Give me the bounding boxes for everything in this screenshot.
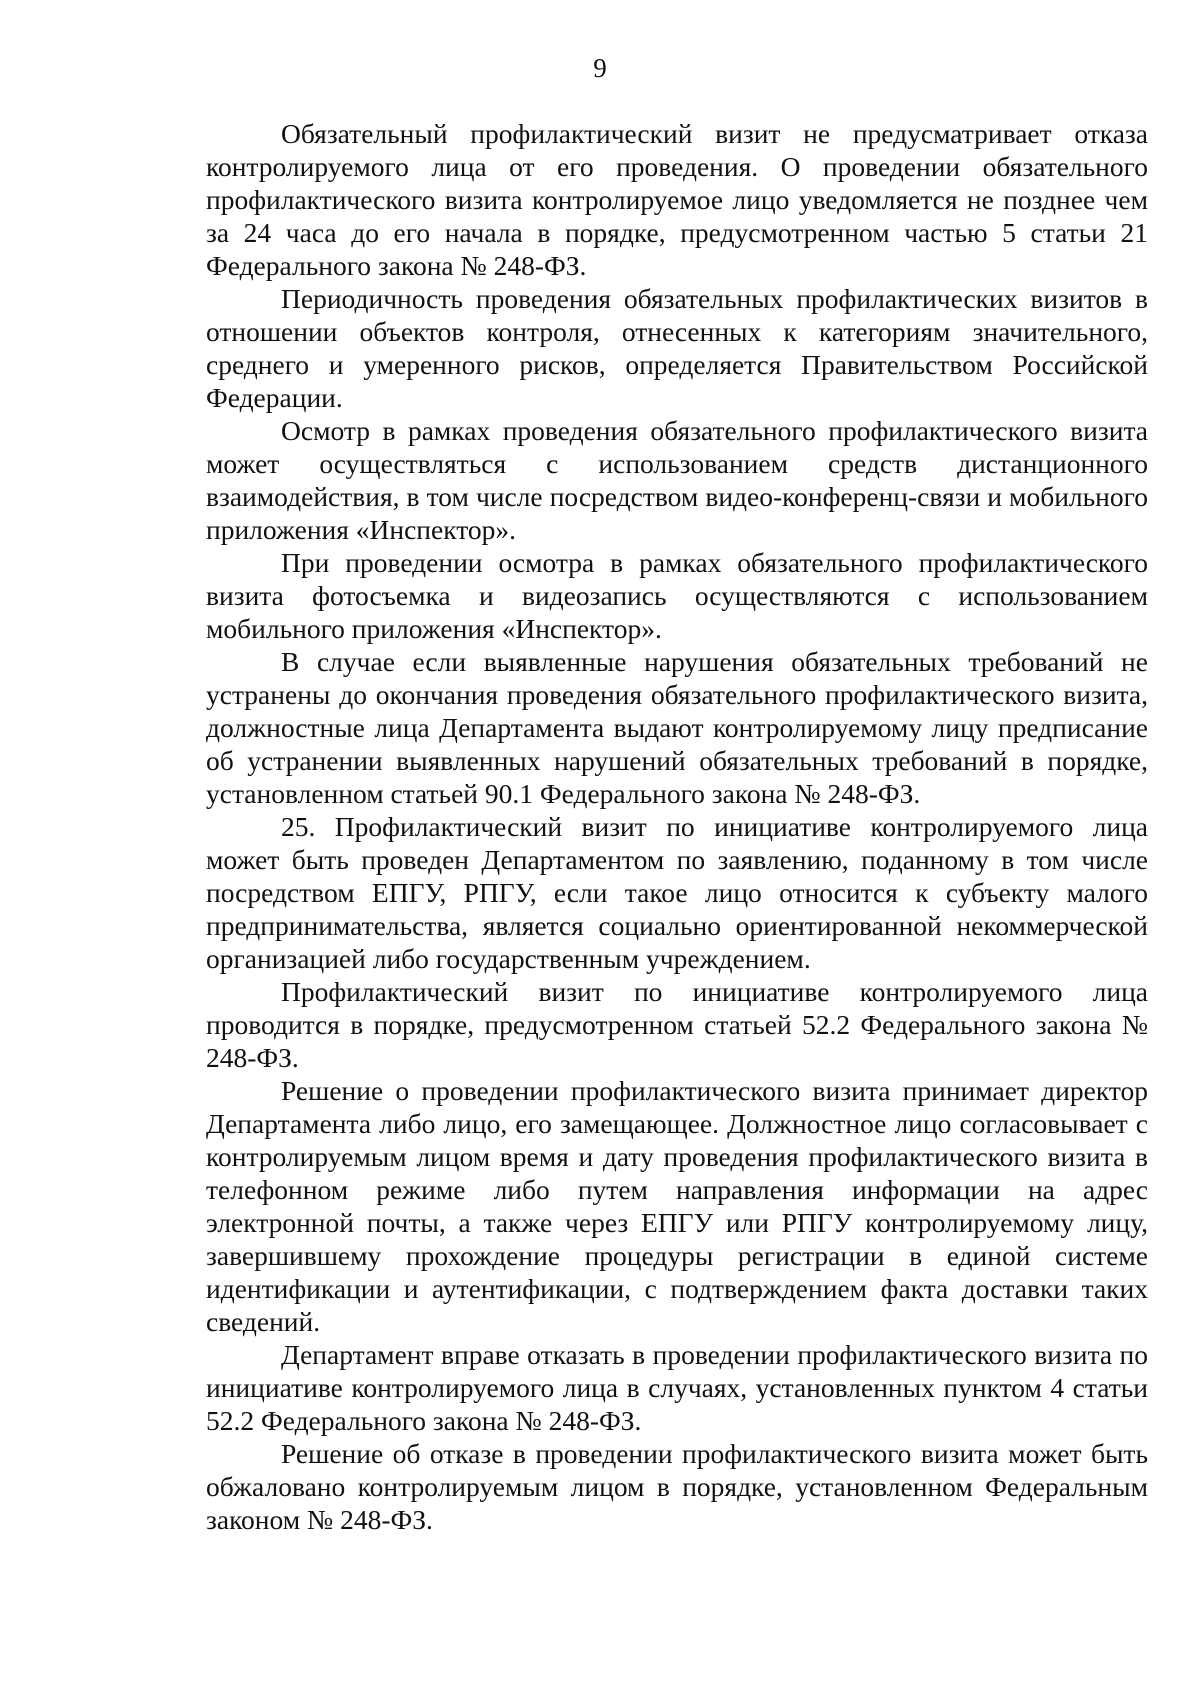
paragraph-mandatory-visit-no-refusal: Обязательный профилактический визит не предусматривает отказа контролируемого лица от его проведения. О проведении обязательного профилактического визита контролируемое лицо уведомляется не позднее чем за 24 часа до его начала в порядке, предусмотренном частью 5 статьи 21 Федерального закона № 248-ФЗ.: [206, 118, 1148, 281]
document-body: [206, 117, 1148, 1536]
paragraph-remote-inspection: Осмотр в рамках проведения обязательного профилактического визита может осуществляться с использованием средств дистанционного взаимодействия, в том числе посредством видео-конференц-связи и мобильного приложения «Инспектор».: [206, 415, 1148, 545]
page-number: 9: [593, 53, 607, 83]
paragraph-refusal-appeal: Решение об отказе в проведении профилактического визита может быть обжаловано контролируемым лицом в порядке, установленном Федеральным законом № 248-ФЗ.: [206, 1438, 1148, 1535]
paragraph-violation-order: В случае если выявленные нарушения обязательных требований не устранены до окончания проведения обязательного профилактического визита, должностные лица Департамента выдают контролируемому лицу предписание об устранении выявленных нарушений обязательных требований в порядке, установленном статьей 90.1 Федерального закона № 248-ФЗ.: [206, 646, 1148, 809]
paragraph-visit-periodicity: Периодичность проведения обязательных профилактических визитов в отношении объектов контроля, отнесенных к категориям значительного, среднего и умеренного рисков, определяется Правительством Российской Федерации.: [206, 283, 1148, 413]
paragraph-refusal-right: Департамент вправе отказать в проведении профилактического визита по инициативе контролируемого лица в случаях, установленных пунктом 4 статьи 52.2 Федерального закона № 248-ФЗ.: [206, 1339, 1148, 1436]
paragraph-clause-25: 25. Профилактический визит по инициативе контролируемого лица может быть проведен Департаментом по заявлению, поданному в том числе посредством ЕПГУ, РПГУ, если такое лицо относится к субъекту малого предпринимательства, является социально ориентированной некоммерческой организацией либо государственным учреждением.: [206, 811, 1148, 974]
paragraph-initiative-visit-procedure: Профилактический визит по инициативе контролируемого лица проводится в порядке, предусмотренном статьей 52.2 Федерального закона № 248-ФЗ.: [206, 976, 1148, 1073]
paragraph-photo-video-recording: При проведении осмотра в рамках обязательного профилактического визита фотосъемка и видеозапись осуществляются с использованием мобильного приложения «Инспектор».: [206, 547, 1148, 644]
paragraph-visit-decision: Решение о проведении профилактического визита принимает директор Департамента либо лицо, его замещающее. Должностное лицо согласовывает с контролируемым лицом время и дату проведения профилактического визита в телефонном режиме либо путем направления информации на адрес электронной почты, а также через ЕПГУ или РПГУ контролируемому лицу, завершившему прохождение процедуры регистрации в единой системе идентификации и аутентификации, с подтверждением факта доставки таких сведений.: [206, 1075, 1148, 1337]
